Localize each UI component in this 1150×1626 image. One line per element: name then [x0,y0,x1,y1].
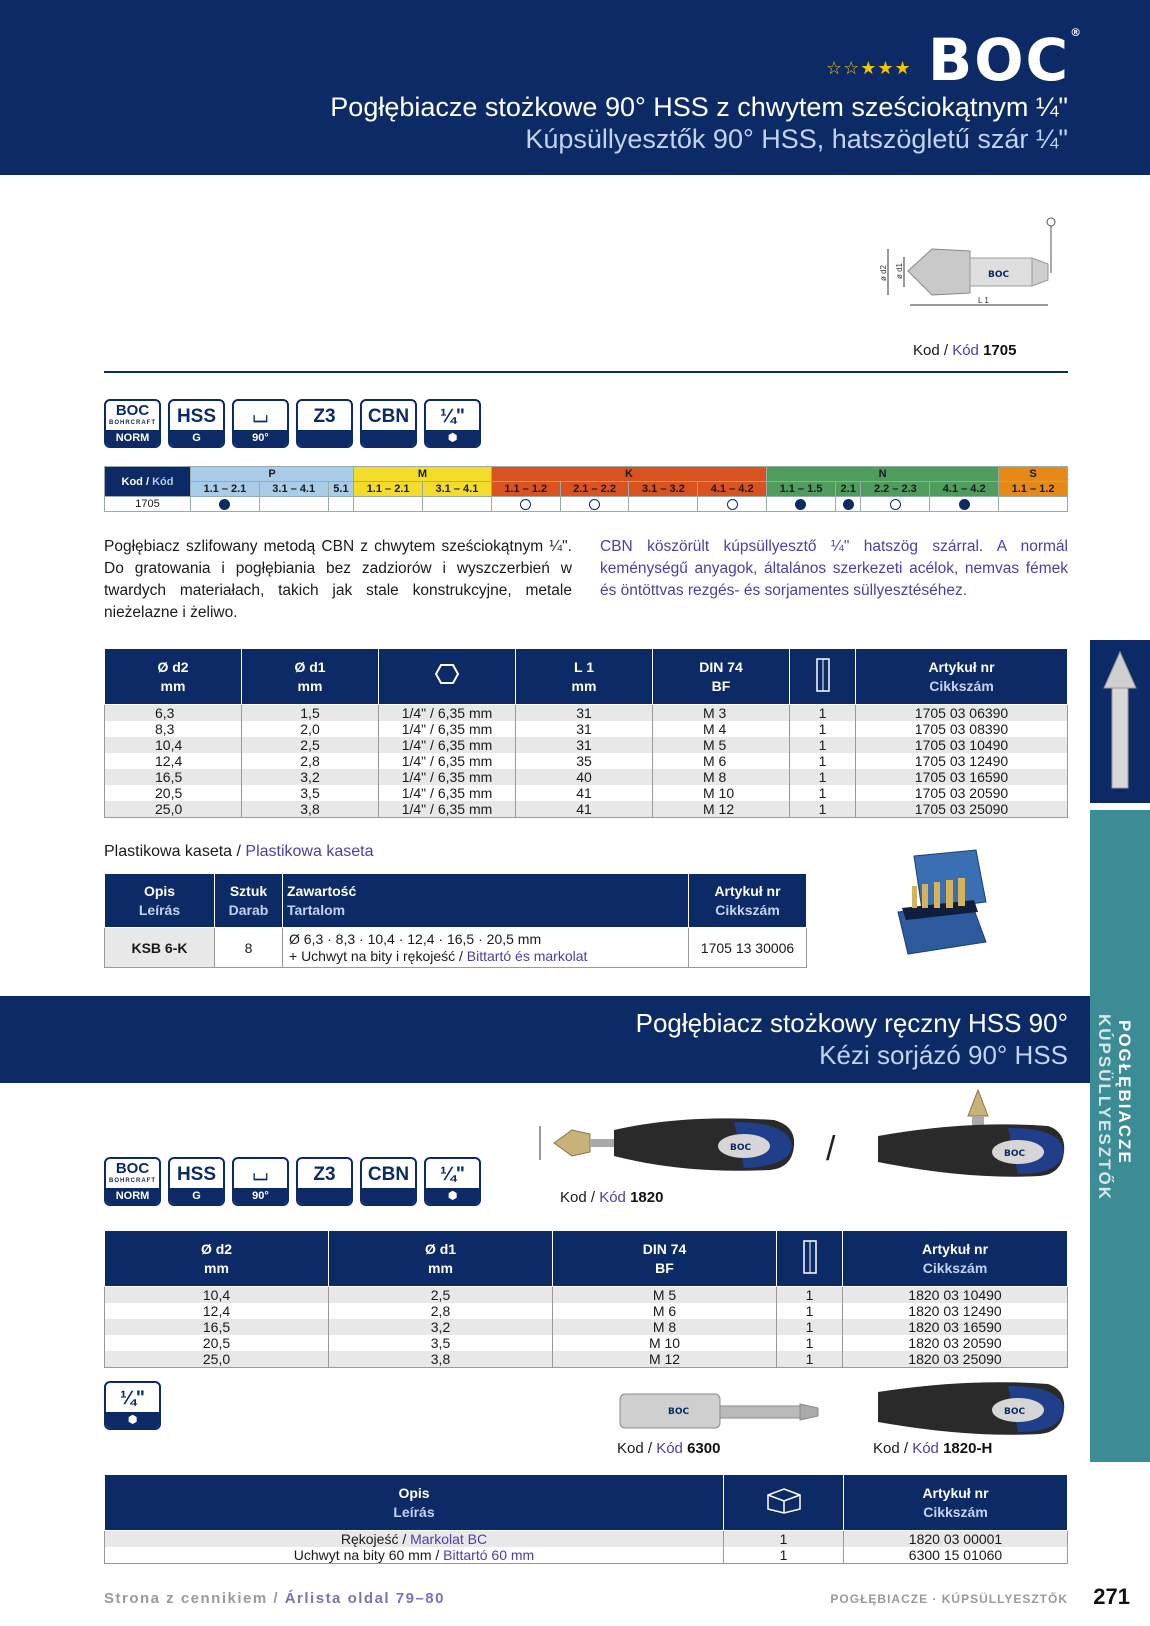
dim-boc-mark: BOC [988,270,1010,280]
dim-d1: ø d1 [895,262,904,279]
handle-1820h-illustration [868,1376,1068,1446]
suitable-dot-icon [795,499,806,510]
bit-holder-illustration [614,1384,824,1440]
hex-shank-icon [379,649,516,705]
group-k: K [491,467,766,482]
material-suitability [259,497,328,512]
badge-hex-quarter: ¼" ⬢ [424,1157,481,1206]
material-suitability [861,497,930,512]
table-row: 10,4 2,5 M 5 1 1820 03 10490 [105,1287,1068,1304]
hand-countersink-illustration [534,1108,804,1190]
conditional-ring-icon [520,499,531,510]
svg-text:BOC: BOC [730,1143,752,1153]
material-subgroup: 1.1 – 2.1 [191,482,260,497]
section2-title-hu: Kézi sorjázó 90° HSS [819,1040,1068,1070]
badge-z3: Z3 [296,1157,353,1206]
badge-angle-90: ⌴ 90° [232,399,289,448]
table-row: 12,4 2,8 M 6 1 1820 03 12490 [105,1303,1068,1319]
package-qty-icon [777,1231,843,1287]
accessories-table: Opis Leírás Artykuł nr Cikkszám Rękojeść / Markolat BC 1 1820 03 00001 Uchwyt na bity 60 mm / Bittartó 60 mm 1 6300 15 01060 [104,1474,1068,1564]
hex-icon: ⬢ [426,1188,479,1204]
table-row: 25,0 3,8 M 12 1 1820 03 25090 [105,1351,1068,1368]
badge-hex-quarter-accessory: ¼" ⬢ [104,1381,161,1430]
material-kod-header: Kod / Kód [105,467,191,497]
table-row: 25,0 3,8 1/4" / 6,35 mm 41 M 12 1 1705 03 25090 [105,801,1068,818]
material-suitability [191,497,260,512]
svg-text:BOC: BOC [668,1407,690,1417]
countersink-icon: ⌴ [252,1163,269,1185]
table-row: 8,3 2,0 1/4" / 6,35 mm 31 M 4 1 1705 03 08390 [105,721,1068,737]
table-row: 10,4 2,5 1/4" / 6,35 mm 31 M 5 1 1705 03 10490 [105,737,1068,753]
group-m: M [354,467,492,482]
conditional-ring-icon [589,499,600,510]
countersink-icon: ⌴ [252,405,269,427]
badge-cbn: CBN [360,399,417,448]
table-row: 6,3 1,5 1/4" / 6,35 mm 31 M 3 1 1705 03 06390 [105,705,1068,722]
hex-icon: ⬢ [426,430,479,446]
product-code-1705: Kod / Kód 1705 [913,342,1017,359]
material-subgroup: 4.1 – 4.2 [930,482,999,497]
page-title-hu: Kúpsüllyesztők 90° HSS, hatszögletű szár ¼" [525,124,1068,154]
product-code-6300: Kod / Kód 6300 [617,1440,721,1457]
package-qty-icon [790,649,856,705]
description-hu: CBN köszörült kúpsüllyesztő ¼" hatszög szárral. A normál keménységű anyagok, általános szerkezeti acélok, nemvas fémek és öntöttvas rezgés- és sorjamentes süllyesztéséhez. [600,538,1068,599]
material-subgroup: 5.1 [328,482,354,497]
kaseta-title: Plastikowa kaseta / Plastikowa kaseta [104,843,374,860]
material-suitability [328,497,354,512]
svg-text:BOC: BOC [1004,1407,1026,1417]
feature-badges [104,399,481,448]
badge-cbn: CBN [360,1157,417,1206]
description-pl: Pogłębiacz szlifowany metodą CBN z chwytem sześciokątnym ¼". Do gratowania i pogłębiania bez zadziorów i wyszczerbień w twardych materiałach, takich jak stale konstrukcyjne, metale nieżelazne i żeliwo. [104,538,572,621]
side-category-label: POGŁĘBIACZE KÚPSÜLLYESZTŐK [1095,1014,1134,1202]
divider [104,371,1068,373]
material-suitability [999,497,1068,512]
material-subgroup: 4.1 – 4.2 [698,482,767,497]
material-suitability [560,497,629,512]
table-row: 16,5 3,2 1/4" / 6,35 mm 40 M 8 1 1705 03 16590 [105,769,1068,785]
hand-countersink-folded-illustration [868,1086,1068,1192]
material-subgroup: 3.1 – 3.2 [629,482,698,497]
dim-d2: ø d2 [879,264,888,281]
badge-z3: Z3 [296,399,353,448]
material-row-code: 1705 [105,497,191,512]
material-subgroup: 1.1 – 1.2 [999,482,1068,497]
material-subgroup: 1.1 – 1.2 [491,482,560,497]
group-n: N [767,467,999,482]
table-row: Rękojeść / Markolat BC 1 1820 03 00001 [105,1531,1068,1548]
material-suitability [491,497,560,512]
group-s: S [999,467,1068,482]
suitable-dot-icon [959,499,970,510]
material-suitability [423,497,492,512]
material-suitability [629,497,698,512]
footer-category: POGŁĘBIACZE · KÚPSÜLLYESZTŐK [830,1592,1068,1606]
badge-hss: HSS G [168,1157,225,1206]
kaseta-table: Opis Leírás Sztuk Darab Zawartość Tartalom Artykuł nr Cikkszám KSB 6-K 8 Ø 6,3 · 8,3 · 10,4 · 12,4 · 16,5 · 20,5 mm + Uchwyt na bity i rękojeść / Bittartó és markolat 1705 13 30006 [104,873,807,968]
badge-hss: HSS G [168,399,225,448]
conditional-ring-icon [890,499,901,510]
material-suitability [835,497,861,512]
countersink-hex-illustration [870,215,1070,327]
material-subgroup: 1.1 – 1.5 [767,482,836,497]
kaseta-case-illustration [892,846,992,966]
page-title-pl: Pogłębiacze stożkowe 90° HSS z chwytem sześciokątnym ¼" [330,92,1068,122]
footer-price-ref: Strona z cennikiem / Árlista oldal 79–80 [104,1590,445,1607]
material-subgroup: 2.2 – 2.3 [861,482,930,497]
countersink-side-icon [1090,640,1150,803]
table-row: Uchwyt na bity 60 mm / Bittartó 60 mm 1 6300 15 01060 [105,1547,1068,1564]
section2-title-pl: Pogłębiacz stożkowy ręczny HSS 90° [635,1008,1068,1038]
package-box-icon [724,1475,844,1531]
material-subgroup: 3.1 – 4.1 [423,482,492,497]
material-subgroup: 1.1 – 2.1 [354,482,423,497]
material-suitability [930,497,999,512]
table-row: 16,5 3,2 M 8 1 1820 03 16590 [105,1319,1068,1335]
material-suitability [767,497,836,512]
product-code-1820h: Kod / Kód 1820-H [873,1440,993,1457]
badge-angle-90: ⌴ 90° [232,1157,289,1206]
product-table-1705: Ø d2 mm Ø d1 mm L 1 mm DIN 74 BF Artykuł nr Cikkszám 6,3 1,5 1/4" / 6,35 mm 31 M 3 1 1705 03 06390 8,3 2,0 1/4" / 6,35 mm 31 M 4 1 1705 03 08390 10,4 2,5 1/4" / 6,35 mm 31 M 5 1 1705 03 10490 12,4 2,8 1/4" / 6,35 mm 35 M 6 1 1705 03 12490 16,5 3,2 1/4" / 6,35 mm 40 M 8 1 1705 03 16590 20,5 3,5 1/4" / 6,35 mm 41 M 10 1 1705 03 20590 25,0 3,8 1/4" / 6,35 mm 41 M 12 1 1705 03 25090 [104,648,1068,818]
material-subgroup: 3.1 – 4.1 [259,482,328,497]
page-number: 271 [1093,1584,1130,1609]
dim-l1: L 1 [978,296,989,305]
side-tab-image [1090,640,1150,803]
material-subgroup: 2.1 [835,482,861,497]
conditional-ring-icon [727,499,738,510]
material-suitability [698,497,767,512]
table-row: 12,4 2,8 1/4" / 6,35 mm 35 M 6 1 1705 03 12490 [105,753,1068,769]
rating-stars: ☆☆★★★ [826,58,912,78]
group-p: P [191,467,354,482]
material-table [104,466,1068,512]
product-code-1820: Kod / Kód 1820 [560,1189,664,1206]
material-suitability [354,497,423,512]
table-row: 20,5 3,5 1/4" / 6,35 mm 41 M 10 1 1705 03 20590 [105,785,1068,801]
boc-logo: BOC® [928,26,1082,94]
table-row: 20,5 3,5 M 10 1 1820 03 20590 [105,1335,1068,1351]
suitable-dot-icon [219,499,230,510]
hex-icon: ⬢ [106,1412,159,1428]
material-subgroup: 2.1 – 2.2 [560,482,629,497]
badge-boc-norm: BOC BOHRCRAFT NORM [104,399,161,448]
svg-text:BOC: BOC [1004,1149,1026,1159]
product-table-1820: Ø d2 mm Ø d1 mm DIN 74 BF Artykuł nr Cikkszám 10,4 2,5 M 5 1 1820 03 10490 12,4 2,8 M 6 1 1820 03 12490 16,5 3,2 M 8 1 1820 03 16590 20,5 3,5 M 10 1 1820 03 20590 25,0 3,8 M 12 1 1820 03 25090 [104,1230,1068,1368]
feature-badges-2 [104,1157,481,1206]
badge-hex-quarter: ¼" ⬢ [424,399,481,448]
suitable-dot-icon [843,499,854,510]
badge-boc-norm: BOC BOHRCRAFT NORM [104,1157,161,1206]
variant-slash: / [826,1130,836,1168]
